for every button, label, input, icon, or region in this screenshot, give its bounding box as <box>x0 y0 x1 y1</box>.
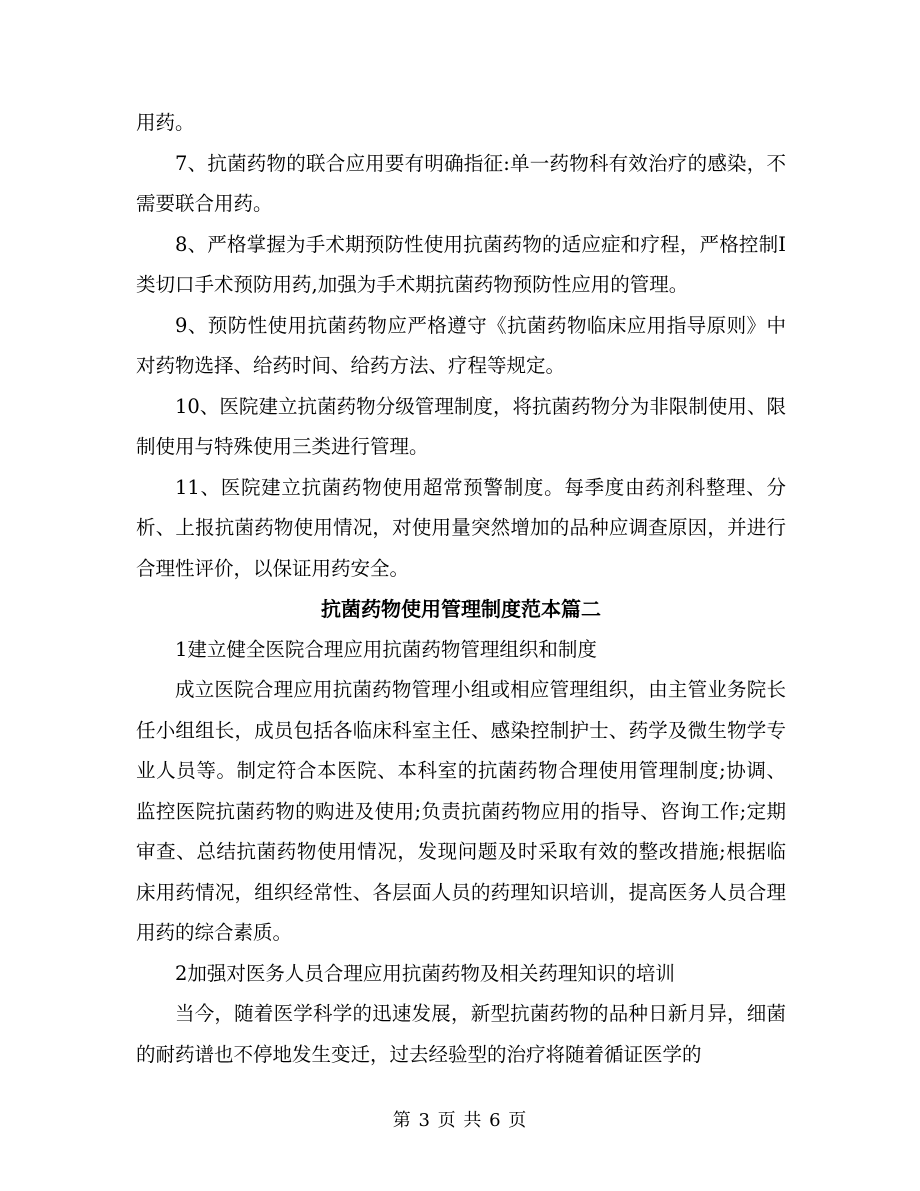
document-body <box>136 103 786 1075</box>
paragraph-body-1: 成立医院合理应用抗菌药物管理小组或相应管理组织，由主管业务院长任小组组长，成员包括各临床科室主任、感染控制护士、药学及微生物学专业人员等。制定符合本医院、本科室的抗菌药物合理使用管理制度;协调、监控医院抗菌药物的购进及使用;负责抗菌药物应用的指导、咨询工作;定期审查、总结抗菌药物使用情况，发现问题及时采取有效的整改措施;根据临床用药情况，组织经常性、各层面人员的药理知识培训，提高医务人员合理用药的综合素质。 <box>136 678 786 944</box>
paragraph-item-11: 11、医院建立抗菌药物使用超常预警制度。每季度由药剂科整理、分析、上报抗菌药物使用情况，对使用量突然增加的品种应调查原因，并进行合理性评价，以保证用药安全。 <box>136 475 786 580</box>
paragraph-item-7: 7、抗菌药物的联合应用要有明确指征:单一药物科有效治疗的感染，不需要联合用药。 <box>136 151 786 215</box>
paragraph-continuation: 用药。 <box>136 111 195 134</box>
section-heading: 抗菌药物使用管理制度范本篇二 <box>321 597 601 621</box>
paragraph-item-8: 8、严格掌握为手术期预防性使用抗菌药物的适应症和疗程，严格控制Ⅰ类切口手术预防用药,加强为手术期抗菌药物预防性应用的管理。 <box>136 232 786 296</box>
paragraph-item-10: 10、医院建立抗菌药物分级管理制度，将抗菌药物分为非限制使用、限制使用与特殊使用三类进行管理。 <box>136 394 786 458</box>
paragraph-body-2: 当今，随着医学科学的迅速发展，新型抗菌药物的品种日新月异，细菌的耐药谱也不停地发生变迁，过去经验型的治疗将随着循证医学的 <box>136 1002 786 1066</box>
subsection-title-2: 2加强对医务人员合理应用抗菌药物及相关药理知识的培训 <box>175 961 675 985</box>
paragraph-item-9: 9、预防性使用抗菌药物应严格遵守《抗菌药物临床应用指导原则》中对药物选择、给药时间、给药方法、疗程等规定。 <box>136 313 786 377</box>
subsection-title-1: 1建立健全医院合理应用抗菌药物管理组织和制度 <box>175 637 597 661</box>
page-footer: 第 3 页 共 6 页 <box>392 1110 528 1131</box>
